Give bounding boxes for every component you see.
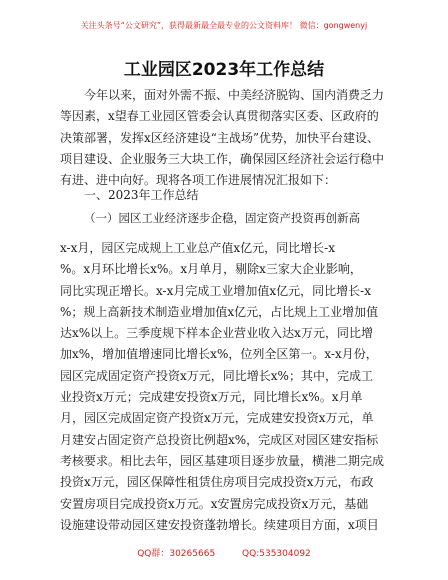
header-promo-note: 关注头条号“公文研究”，获得最新最全最专业的公文资料库！ 微信：gongwenyj bbox=[80, 21, 368, 30]
footer-contact bbox=[0, 546, 448, 559]
text-line: 今年以来，面对外需不振、中美经济脱钩、国内消费乏力 bbox=[60, 88, 385, 102]
text-line: %。x月环比增长x%。x月单月，剔除x三家大企业影响， bbox=[60, 262, 362, 277]
text-line: 项目建设、企业服务三大块工作，确保园区经济社会运行稳中 bbox=[60, 151, 385, 166]
text-line: 投资x万元，园区保障性租赁住房项目完成投资x万元，布政 bbox=[60, 475, 374, 490]
text-line: 园区完成固定资产投资x万元，同比增长x%；其中，完成工 bbox=[60, 368, 373, 383]
section-heading: 一、2023年工作总结 bbox=[84, 188, 199, 202]
text-line: 等因素，x望春工业园区管委会认真贯彻落实区委、区政府的 bbox=[60, 109, 379, 124]
text-line: 考核要求。相比去年，园区基建项目逐步放量，横港二期完成 bbox=[60, 453, 385, 468]
document-title: 工业园区2023年工作总结 bbox=[123, 60, 325, 80]
text-line: 加x%，增加值增速同比增长x%，位列全区第一。x-x月份， bbox=[60, 347, 378, 362]
text-line: 设施建设带动园区建安投资蓬勃增长。续建项目方面，x项目 bbox=[60, 517, 379, 532]
text-line: 月，园区完成固定资产投资x万元，完成建安投资x万元，单 bbox=[60, 411, 374, 426]
text-line: 同比实现正增长。x-x月完成工业增加值x亿元，同比增长-x bbox=[60, 283, 371, 298]
intro-paragraph bbox=[60, 85, 387, 191]
text-line: 业投资x万元；完成建安投资x万元，同比增长x%。x月单 bbox=[60, 390, 363, 405]
qq-group-number: QQ群：30265665 bbox=[137, 549, 216, 559]
text-line: 决策部署，发挥x区经济建设“主战场”优势，加快平台建设、 bbox=[60, 130, 380, 145]
text-line: %；规上高新技术制造业增加值x亿元，占比规上工业增加值 bbox=[60, 304, 379, 319]
text-line: 达x%以上。三季度规下样本企业营业收入达x万元，同比增 bbox=[60, 326, 373, 341]
subsection-heading: （一）园区工业经济逐步企稳，固定资产投资再创新高 bbox=[84, 211, 360, 225]
text-line: 月建安占固定资产总投资比例超x%，完成区对园区建安指标 bbox=[60, 432, 379, 447]
text-line: 有进、进中向好。现将各项工作进展情况汇报如下： bbox=[60, 173, 337, 188]
text-line: x-x月，园区完成规上工业总产值x亿元，同比增长-x bbox=[60, 241, 335, 255]
qq-number: QQ:535304092 bbox=[242, 549, 311, 559]
body-paragraph bbox=[60, 238, 387, 536]
text-line: 安置房项目完成投资x万元。x安置房完成投资x万元，基础 bbox=[60, 496, 369, 511]
